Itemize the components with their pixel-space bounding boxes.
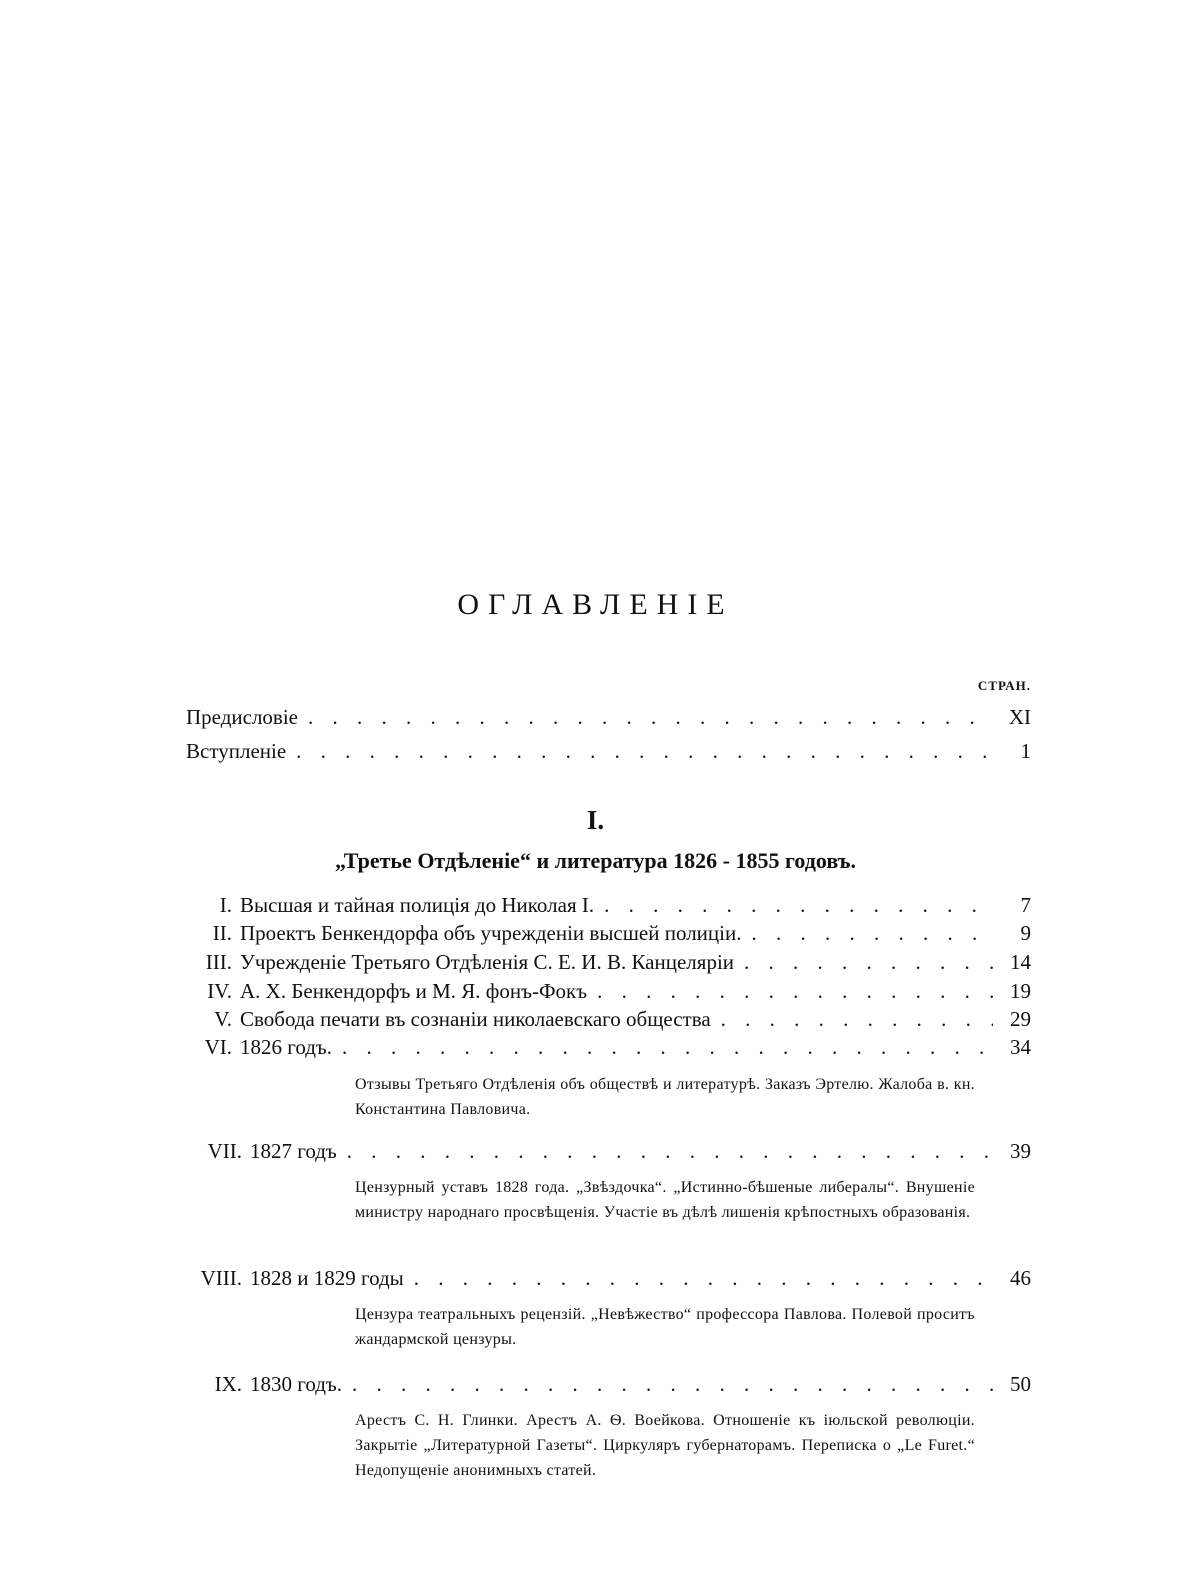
part-number: I.	[586, 805, 605, 835]
toc-chapter-4	[190, 979, 1031, 1004]
chapter-number: VII.	[207, 1139, 242, 1163]
toc-chapter-6	[190, 1035, 1031, 1060]
chapter-title: 1827 годъ	[250, 1139, 337, 1163]
dot-leader	[604, 893, 993, 918]
chapter-title: 1828 и 1829 годы	[250, 1266, 404, 1290]
chapter-page: 14	[1010, 950, 1031, 974]
chapter-summary: Цензурный уставъ 1828 года. „Звѣздочка“. „Истинно-бѣшеные либералы“. Внушеніе министру народнаго просвѣщенія. Участіе въ дѣлѣ лишенія крѣпостныхъ образованія.	[355, 1179, 975, 1221]
dot-leader	[352, 1372, 993, 1397]
chapter-summary: Арестъ С. Н. Глинки. Арестъ А. Ѳ. Воейкова. Отношеніе къ іюльской революціи. Закрытіе „Литературной Газеты“. Циркуляръ губернаторамъ. Переписка о „Le Furet.“ Недопущеніе анонимныхъ статей.	[355, 1412, 975, 1479]
chapter-page: 46	[1010, 1266, 1031, 1290]
page-title: ОГЛАВЛЕНІЕ	[457, 588, 734, 621]
part-title: „Третье Отдѣленіе“ и литература 1826 - 1855 годовъ.	[334, 848, 857, 873]
toc-chapter-2	[190, 921, 1031, 946]
dot-leader	[342, 1035, 993, 1060]
toc-chapter-7	[190, 1139, 1031, 1164]
chapter-number: V.	[214, 1007, 232, 1031]
chapter-number: IV.	[207, 979, 232, 1003]
dot-leader	[744, 950, 993, 975]
page-column-label: СТРАН.	[977, 678, 1031, 693]
chapter-title: Высшая и тайная полиція до Николая I.	[240, 893, 595, 917]
chapter-page: 9	[1020, 921, 1031, 945]
toc-chapter-3	[190, 950, 1031, 975]
toc-entry-label: Предисловіе	[186, 705, 299, 729]
toc-entry-preface	[186, 705, 1031, 730]
chapter-page: 19	[1010, 979, 1031, 1003]
chapter-page: 34	[1010, 1035, 1031, 1059]
chapter-summary: Цензура театральныхъ рецензій. „Невѣжество“ профессора Павлова. Полевой проситъ жандармской цензуры.	[355, 1306, 975, 1348]
chapter-title: 1826 годъ.	[240, 1035, 333, 1059]
dot-leader	[414, 1266, 993, 1291]
chapter-number: VI.	[204, 1035, 232, 1059]
dot-leader	[597, 979, 993, 1004]
chapter-page: 29	[1010, 1007, 1031, 1031]
chapter-page: 7	[1020, 893, 1031, 917]
chapter-title: Проектъ Бенкендорфа объ учрежденіи высшей полиціи.	[240, 921, 742, 945]
chapter-title: Свобода печати въ сознаніи николаевскаго общества	[240, 1007, 711, 1031]
toc-entry-introduction	[186, 739, 1031, 764]
dot-leader	[296, 739, 993, 764]
chapter-number: VIII.	[200, 1266, 242, 1290]
toc-chapter-8	[190, 1266, 1031, 1291]
chapter-number: II.	[212, 921, 232, 945]
chapter-title: Учрежденіе Третьяго Отдѣленія С. Е. И. В. Канцеляріи	[240, 950, 735, 974]
dot-leader	[347, 1139, 993, 1164]
toc-entry-page: 1	[1020, 739, 1031, 763]
chapter-title: 1830 годъ.	[250, 1372, 343, 1396]
toc-entry-label: Вступленіе	[186, 739, 287, 763]
toc-entry-page: XI	[1008, 705, 1031, 729]
toc-chapter-1	[190, 893, 1031, 918]
dot-leader	[721, 1007, 993, 1032]
chapter-number: I.	[219, 893, 232, 917]
dot-leader	[308, 705, 993, 730]
chapter-title: А. Х. Бенкендорфъ и М. Я. фонъ-Фокъ	[240, 979, 588, 1003]
chapter-number: IX.	[214, 1372, 242, 1396]
toc-chapter-5	[190, 1007, 1031, 1032]
chapter-number: III.	[205, 950, 232, 974]
chapter-summary: Отзывы Третьяго Отдѣленія объ обществѣ и литературѣ. Заказъ Эртелю. Жалоба в. кн. Константина Павловича.	[355, 1076, 975, 1118]
chapter-page: 50	[1010, 1372, 1031, 1396]
toc-chapter-9	[190, 1372, 1031, 1397]
chapter-page: 39	[1010, 1139, 1031, 1163]
dot-leader	[751, 921, 993, 946]
